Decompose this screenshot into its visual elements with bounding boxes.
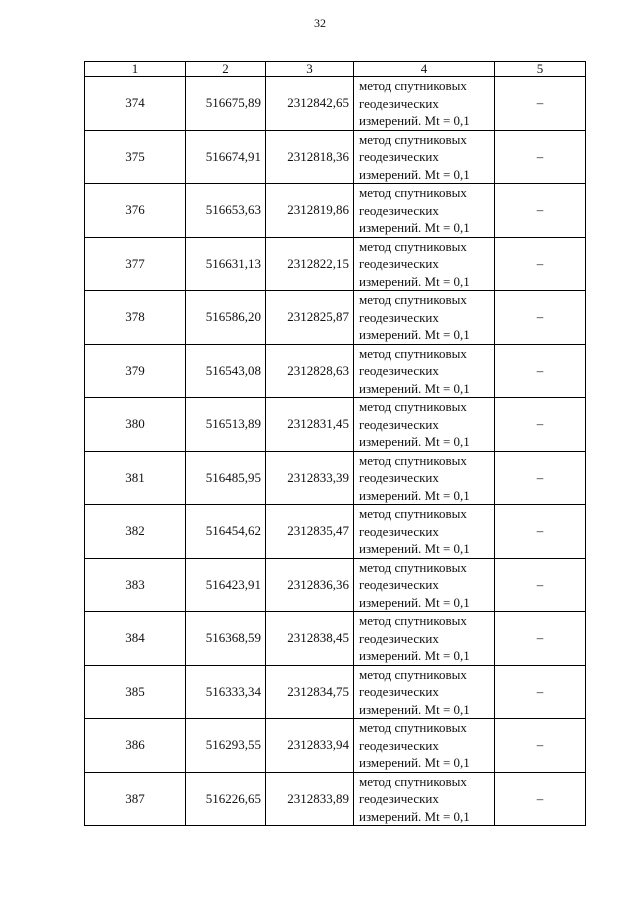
y-coordinate-cell: 2312834,75 bbox=[266, 665, 354, 719]
method-cell: метод спутниковых геодезических измерений. Mt = 0,1 bbox=[354, 558, 495, 612]
note-cell: – bbox=[495, 505, 586, 559]
table-row bbox=[85, 237, 586, 291]
point-number-cell: 380 bbox=[85, 398, 186, 452]
method-cell: метод спутниковых геодезических измерений. Mt = 0,1 bbox=[354, 291, 495, 345]
x-coordinate-cell: 516675,89 bbox=[186, 77, 266, 131]
method-cell: метод спутниковых геодезических измерений. Mt = 0,1 bbox=[354, 398, 495, 452]
x-coordinate-cell: 516586,20 bbox=[186, 291, 266, 345]
y-coordinate-cell: 2312838,45 bbox=[266, 612, 354, 666]
table-row bbox=[85, 291, 586, 345]
note-cell: – bbox=[495, 398, 586, 452]
column-header: 3 bbox=[266, 62, 354, 77]
y-coordinate-cell: 2312842,65 bbox=[266, 77, 354, 131]
y-coordinate-cell: 2312831,45 bbox=[266, 398, 354, 452]
y-coordinate-cell: 2312825,87 bbox=[266, 291, 354, 345]
note-cell: – bbox=[495, 344, 586, 398]
y-coordinate-cell: 2312819,86 bbox=[266, 184, 354, 238]
x-coordinate-cell: 516333,34 bbox=[186, 665, 266, 719]
method-cell: метод спутниковых геодезических измерений. Mt = 0,1 bbox=[354, 130, 495, 184]
note-cell: – bbox=[495, 558, 586, 612]
point-number-cell: 376 bbox=[85, 184, 186, 238]
column-header: 1 bbox=[85, 62, 186, 77]
note-cell: – bbox=[495, 612, 586, 666]
column-header: 4 bbox=[354, 62, 495, 77]
note-cell: – bbox=[495, 291, 586, 345]
y-coordinate-cell: 2312828,63 bbox=[266, 344, 354, 398]
table-row bbox=[85, 77, 586, 131]
table-row bbox=[85, 344, 586, 398]
note-cell: – bbox=[495, 184, 586, 238]
table-row bbox=[85, 505, 586, 559]
column-header: 5 bbox=[495, 62, 586, 77]
point-number-cell: 386 bbox=[85, 719, 186, 773]
method-cell: метод спутниковых геодезических измерений. Mt = 0,1 bbox=[354, 184, 495, 238]
x-coordinate-cell: 516513,89 bbox=[186, 398, 266, 452]
note-cell: – bbox=[495, 665, 586, 719]
point-number-cell: 377 bbox=[85, 237, 186, 291]
method-cell: метод спутниковых геодезических измерений. Mt = 0,1 bbox=[354, 612, 495, 666]
x-coordinate-cell: 516543,08 bbox=[186, 344, 266, 398]
point-number-cell: 375 bbox=[85, 130, 186, 184]
page-number: 32 bbox=[314, 16, 326, 30]
method-cell: метод спутниковых геодезических измерений. Mt = 0,1 bbox=[354, 77, 495, 131]
x-coordinate-cell: 516368,59 bbox=[186, 612, 266, 666]
table-row bbox=[85, 772, 586, 826]
method-cell: метод спутниковых геодезических измерений. Mt = 0,1 bbox=[354, 344, 495, 398]
x-coordinate-cell: 516674,91 bbox=[186, 130, 266, 184]
note-cell: – bbox=[495, 719, 586, 773]
y-coordinate-cell: 2312835,47 bbox=[266, 505, 354, 559]
y-coordinate-cell: 2312822,15 bbox=[266, 237, 354, 291]
point-number-cell: 384 bbox=[85, 612, 186, 666]
point-number-cell: 379 bbox=[85, 344, 186, 398]
point-number-cell: 381 bbox=[85, 451, 186, 505]
x-coordinate-cell: 516653,63 bbox=[186, 184, 266, 238]
note-cell: – bbox=[495, 130, 586, 184]
table-row bbox=[85, 558, 586, 612]
point-number-cell: 383 bbox=[85, 558, 186, 612]
method-cell: метод спутниковых геодезических измерений. Mt = 0,1 bbox=[354, 505, 495, 559]
x-coordinate-cell: 516423,91 bbox=[186, 558, 266, 612]
method-cell: метод спутниковых геодезических измерений. Mt = 0,1 bbox=[354, 772, 495, 826]
table-header-row bbox=[85, 62, 586, 77]
note-cell: – bbox=[495, 237, 586, 291]
note-cell: – bbox=[495, 77, 586, 131]
x-coordinate-cell: 516485,95 bbox=[186, 451, 266, 505]
point-number-cell: 374 bbox=[85, 77, 186, 131]
point-number-cell: 385 bbox=[85, 665, 186, 719]
column-header: 2 bbox=[186, 62, 266, 77]
table-row bbox=[85, 665, 586, 719]
coordinates-table bbox=[84, 61, 586, 826]
table-row bbox=[85, 130, 586, 184]
x-coordinate-cell: 516631,13 bbox=[186, 237, 266, 291]
point-number-cell: 378 bbox=[85, 291, 186, 345]
method-cell: метод спутниковых геодезических измерений. Mt = 0,1 bbox=[354, 665, 495, 719]
y-coordinate-cell: 2312836,36 bbox=[266, 558, 354, 612]
method-cell: метод спутниковых геодезических измерений. Mt = 0,1 bbox=[354, 451, 495, 505]
note-cell: – bbox=[495, 772, 586, 826]
table-row bbox=[85, 398, 586, 452]
y-coordinate-cell: 2312833,89 bbox=[266, 772, 354, 826]
y-coordinate-cell: 2312818,36 bbox=[266, 130, 354, 184]
x-coordinate-cell: 516293,55 bbox=[186, 719, 266, 773]
table-row bbox=[85, 451, 586, 505]
method-cell: метод спутниковых геодезических измерений. Mt = 0,1 bbox=[354, 719, 495, 773]
y-coordinate-cell: 2312833,39 bbox=[266, 451, 354, 505]
table-row bbox=[85, 184, 586, 238]
point-number-cell: 382 bbox=[85, 505, 186, 559]
table-row bbox=[85, 612, 586, 666]
table-row bbox=[85, 719, 586, 773]
point-number-cell: 387 bbox=[85, 772, 186, 826]
method-cell: метод спутниковых геодезических измерений. Mt = 0,1 bbox=[354, 237, 495, 291]
x-coordinate-cell: 516226,65 bbox=[186, 772, 266, 826]
y-coordinate-cell: 2312833,94 bbox=[266, 719, 354, 773]
table-body bbox=[85, 77, 586, 826]
x-coordinate-cell: 516454,62 bbox=[186, 505, 266, 559]
note-cell: – bbox=[495, 451, 586, 505]
